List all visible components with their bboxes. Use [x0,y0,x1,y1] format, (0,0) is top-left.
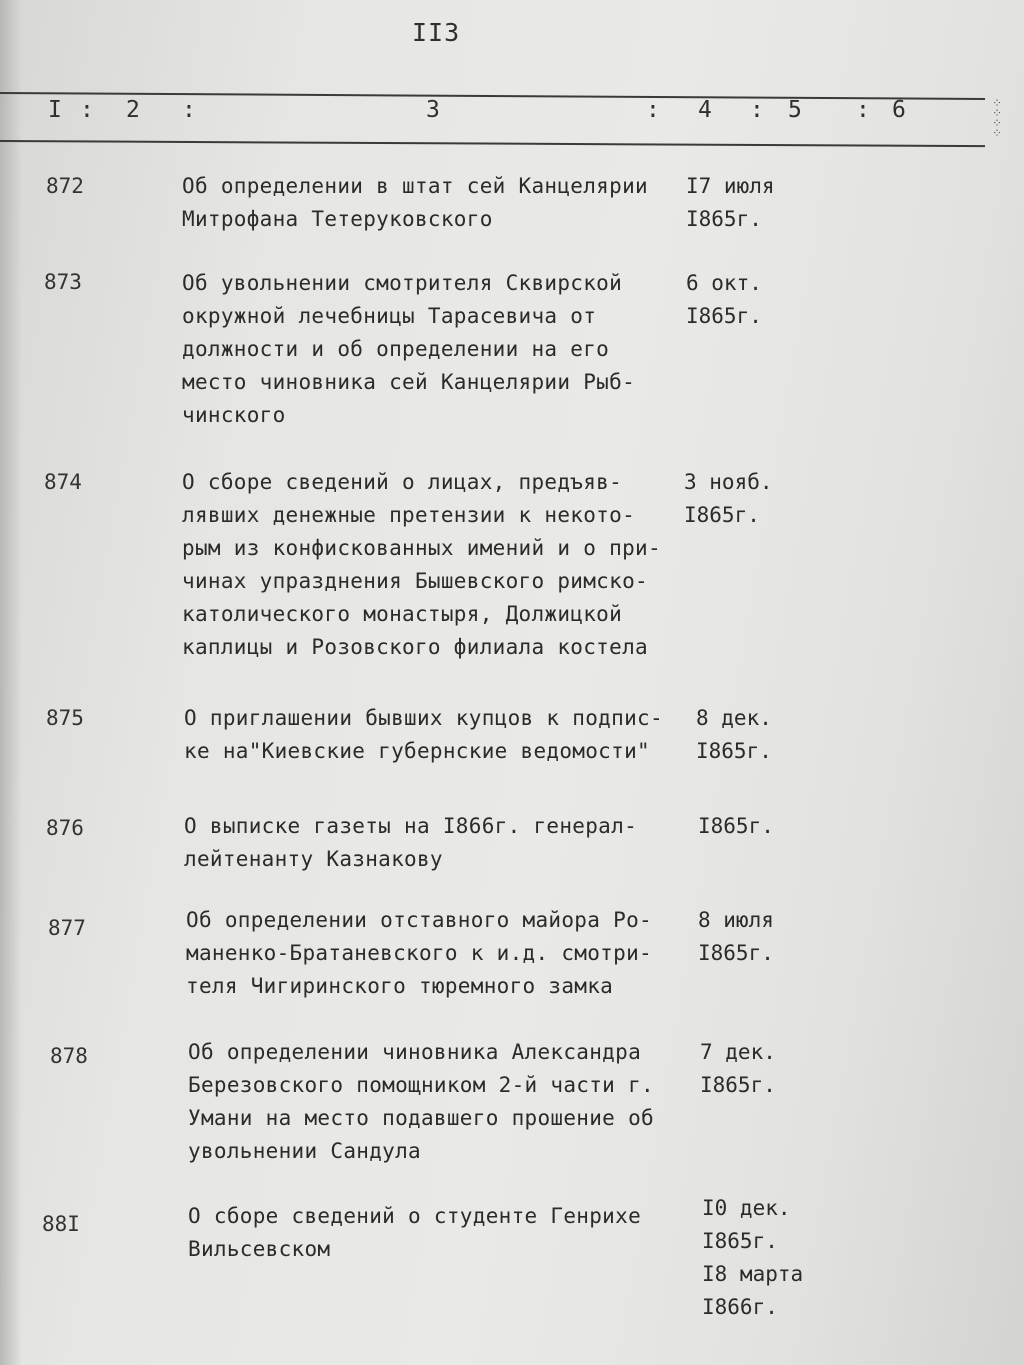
column-5-header: 5 [788,97,802,123]
entry-text-line: лейтенанту Казнакову [184,847,443,871]
entry-text-line: теля Чигиринского тюремного замка [186,974,614,998]
entry-date [684,466,773,532]
entry-date-line: I0 дек. [702,1196,791,1220]
entry-date-line: I8 марта [702,1262,804,1286]
entry-description [182,267,635,432]
entry-description [184,702,663,768]
entry-date-line: 6 окт. [686,271,762,295]
entry-number: 875 [46,706,84,730]
entry-date [686,267,762,333]
entry-text-line: каплицы и Розовского филиала костела [182,635,648,659]
entry-text-line: Об увольнении смотрителя Сквирской [182,271,623,295]
entry-date-line: I865г. [698,814,774,838]
entry-text-line: Умани на место подавшего прошение об [188,1106,654,1130]
entry-date [686,170,775,236]
header-bottom-rule [0,140,985,147]
entry-text-line: рым из конфискованных имений и о при- [182,536,661,560]
entry-date [702,1192,803,1324]
entry-number: 874 [44,470,82,494]
entry-text-line: Об определении чиновника Александра [188,1040,642,1064]
entry-date-line: 8 дек. [696,706,772,730]
entry-date [698,904,774,970]
entry-text-line: чинах упразднения Бышевского римско- [182,569,648,593]
entry-number: 88I [42,1212,80,1236]
entry-description [186,904,652,1003]
entry-text-line: католического монастыря, Должицкой [182,602,623,626]
entry-number: 873 [44,270,82,294]
page-number: II3 [412,18,461,47]
entry-text-line: лявших денежные претензии к некото- [182,503,636,527]
entry-text-line: ке на"Киевские губернские ведомости" [184,739,650,763]
entry-text-line: О приглашении бывших купцов к подпис- [184,706,663,730]
entry-description [184,810,637,876]
column-3-header: 3 [426,97,440,123]
entry-text-line: Вильсевском [188,1237,331,1261]
entry-date-line: I865г. [686,207,762,231]
column-header-row [0,97,1024,129]
entry-date-line: 8 июля [698,908,774,932]
entry-text-line: Березовского помощником 2-й части г. [188,1073,654,1097]
entry-date-line: I866г. [702,1295,778,1319]
column-separator: : [856,97,870,123]
entry-text-line: чинского [182,403,286,427]
entry-text-line: увольнении Сандула [188,1139,421,1163]
column-4-header: 4 [698,97,712,123]
entry-number: 876 [46,816,84,840]
entry-date-line: I865г. [696,739,772,763]
entry-text-line: О сборе сведений о лицах, предъяв- [182,470,623,494]
entry-text-line: Об определении отставного майора Ро- [186,908,652,932]
entry-date-line: I865г. [686,304,762,328]
column-separator: : [646,97,660,123]
entry-date [698,810,774,843]
entry-description [188,1036,654,1168]
entry-text-line: О сборе сведений о студенте Генрихе [188,1204,642,1228]
entry-description [182,170,648,236]
entry-date-line: I865г. [698,941,774,965]
entry-number: 878 [50,1044,88,1068]
page-edge-marks: ⁘ ⁘ ⁘ ⁘ [992,96,1003,140]
entry-date-line: I7 июля [686,174,775,198]
entry-date-line: I865г. [684,503,760,527]
entry-date-line: I865г. [702,1229,778,1253]
entry-text-line: место чиновника сей Канцелярии Рыб- [182,370,636,394]
column-1-header: I [48,97,62,123]
entry-description [188,1200,641,1266]
entry-text-line: О выписке газеты на I866г. генерал- [184,814,638,838]
entry-text-line: окружной лечебницы Тарасевича от [182,304,597,328]
column-separator: : [182,97,196,123]
column-2-header: 2 [126,97,140,123]
entry-text-line: Митрофана Тетеруковского [182,207,493,231]
page-edge-shadow [0,0,22,1365]
entry-number: 872 [46,174,84,198]
entry-text-line: должности и об определении на его [182,337,610,361]
entry-date [700,1036,776,1102]
entry-description [182,466,661,664]
entry-text-line: маненко-Братаневского к и.д. смотри- [186,941,652,965]
entry-date [696,702,772,768]
column-6-header: 6 [892,97,906,123]
entry-date-line: I865г. [700,1073,776,1097]
entry-date-line: 3 нояб. [684,470,773,494]
entry-number: 877 [48,916,86,940]
column-separator: : [750,97,764,123]
column-separator: : [80,97,94,123]
entry-text-line: Об определении в штат сей Канцелярии [182,174,648,198]
entry-date-line: 7 дек. [700,1040,776,1064]
